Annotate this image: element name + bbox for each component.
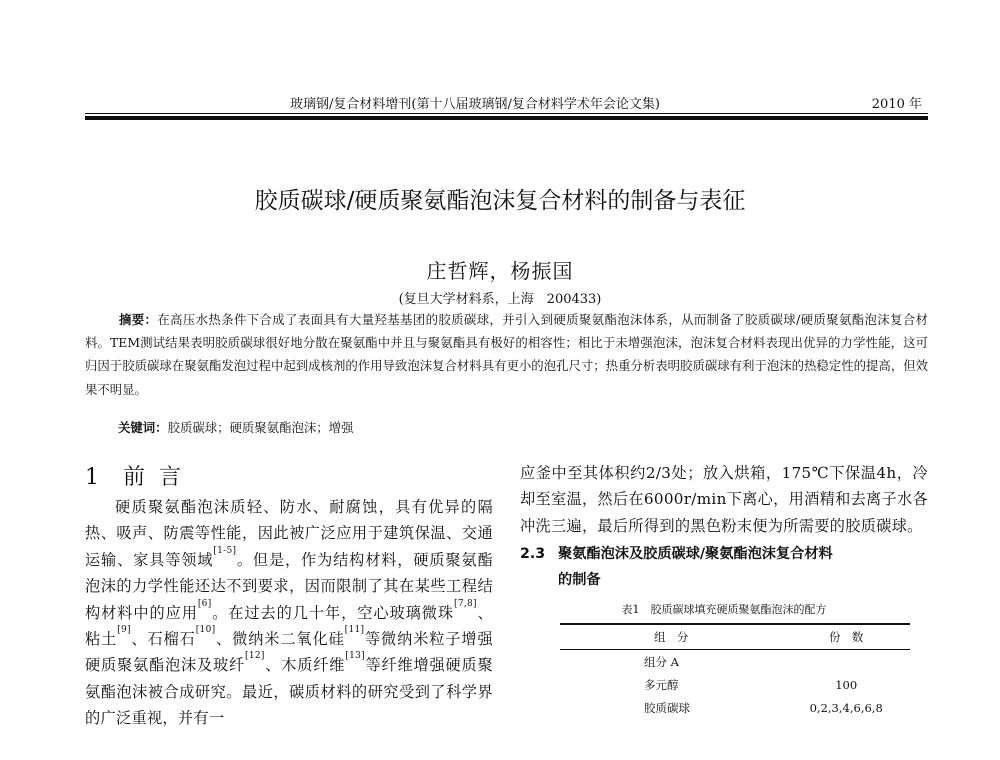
intro-text-d: 、粘土 [85, 603, 493, 649]
table-row [560, 696, 910, 719]
table-header-row [560, 624, 910, 650]
table-row [560, 673, 910, 696]
article-authors: 庄哲辉，杨振国 [426, 259, 574, 283]
section-2-3-heading [520, 541, 928, 593]
abstract-label: 摘要： [119, 312, 158, 327]
table-1-caption: 表1 胶质碳球填充硬质聚氨酯泡沫的配方 [621, 603, 827, 617]
keywords-text: 胶质碳球；硬质聚氨酯泡沫；增强 [167, 420, 354, 435]
intro-text-g: 等微纳米粒子增强硬质聚氨酯泡沫及玻纤 [85, 630, 493, 675]
citation-7-8: [7,8] [454, 598, 477, 609]
abstract-text: 在高压水热条件下合成了表面具有大量羟基基团的胶质碳球，并引入到硬质聚氨酯泡沫体系，从而制备了胶质碳球/硬质聚氨酯泡沫复合材料。TEM测试结果表明胶质碳球很好地分散在聚氨酯中并且与聚氨酯具有极好的相容性；相比于未增强泡沫，泡沫复合材料表现出优异的力学性能，这可归因于胶质碳球在聚氨酯发泡过程中起到成核剂的作用导致泡沫复合材料具有更小的泡孔尺寸；热重分析表明胶质碳球有利于泡沫的热稳定性的提高，但效果不明显。 [85, 312, 928, 397]
citation-9: [9] [117, 625, 131, 636]
section-2-3-title-line2: 的制备 [558, 572, 601, 589]
section-2-3-number: 2.3 [520, 546, 546, 563]
intro-text-b: 。但是，作为结构材料，硬质聚氨酯泡沫的力学性能还达不到要求，因而限制了其在某些工程结构材料中的应用 [85, 550, 493, 622]
table-cell: 多元醇 [644, 677, 679, 692]
section-1-heading [85, 460, 493, 494]
abstract [85, 308, 928, 401]
citation-6: [6] [197, 598, 212, 609]
table-1 [560, 623, 910, 719]
intro-text-a: 硬质聚氨酯泡沫质轻、防水、耐腐蚀，具有优异的隔热、吸声、防震等性能，因此被广泛应用于建筑保温、交通运输、家具等领域 [85, 498, 493, 569]
method-paragraph: 应釜中至其体积约2/3处；放入烘箱，175℃下保温4h，冷却至室温，然后在6000r/min下离心，用酒精和去离子水各冲洗三遍，最后所得到的黑色粉末便为所需要的胶质碳球。 [520, 464, 929, 535]
right-column [520, 460, 928, 719]
citation-11: [11] [344, 625, 365, 636]
table-cell: 0,2,3,4,6,6,8 [809, 700, 883, 715]
intro-text-i: 等纤维增强硬质聚氨酯泡沫被合成研究。最近，碳质材料的研究受到了科学界的广泛重视，并有一 [85, 656, 494, 728]
intro-text-f: 、微纳米二氧化硅 [215, 630, 345, 649]
running-header [85, 93, 928, 113]
keywords-label: 关键词： [118, 420, 168, 435]
table-cell: 组分 A [644, 654, 679, 669]
header-rule-thick [85, 116, 928, 120]
journal-year: 2010 年 [871, 97, 922, 112]
citation-13: [13] [345, 651, 365, 662]
section-2-3-title-line1: 聚氨酯泡沫及胶质碳球/聚氨酯泡沫复合材料 [558, 546, 833, 563]
keywords [118, 418, 353, 436]
introduction-paragraph [85, 494, 493, 732]
left-column [85, 460, 493, 732]
citation-12: [12] [245, 651, 265, 662]
table-row [560, 650, 910, 674]
citation-10: [10] [195, 625, 216, 636]
journal-name: 玻璃钢/复合材料增刊(第十八届玻璃钢/复合材料学术年会论文集) [290, 97, 660, 112]
table-header-parts: 份 数 [782, 624, 910, 650]
intro-text-c: 。在过去的几十年，空心玻璃微珠 [211, 603, 455, 622]
table-header-component: 组 分 [560, 624, 782, 650]
table-cell [782, 650, 910, 674]
intro-text-e: 、石榴石 [130, 630, 196, 649]
article-affiliation: (复旦大学材料系，上海 200433) [398, 292, 602, 307]
section-1-title: 前言 [123, 465, 196, 490]
header-rule-thin [85, 113, 928, 114]
intro-text-h: 、木质纤维 [264, 656, 346, 675]
citation-1-5: [1-5] [213, 545, 237, 556]
section-1-number: 1 [85, 465, 99, 490]
article-title: 胶质碳球/硬质聚氨酯泡沫复合材料的制备与表征 [254, 188, 746, 214]
table-cell: 胶质碳球 [644, 700, 690, 715]
table-cell: 100 [835, 677, 858, 692]
